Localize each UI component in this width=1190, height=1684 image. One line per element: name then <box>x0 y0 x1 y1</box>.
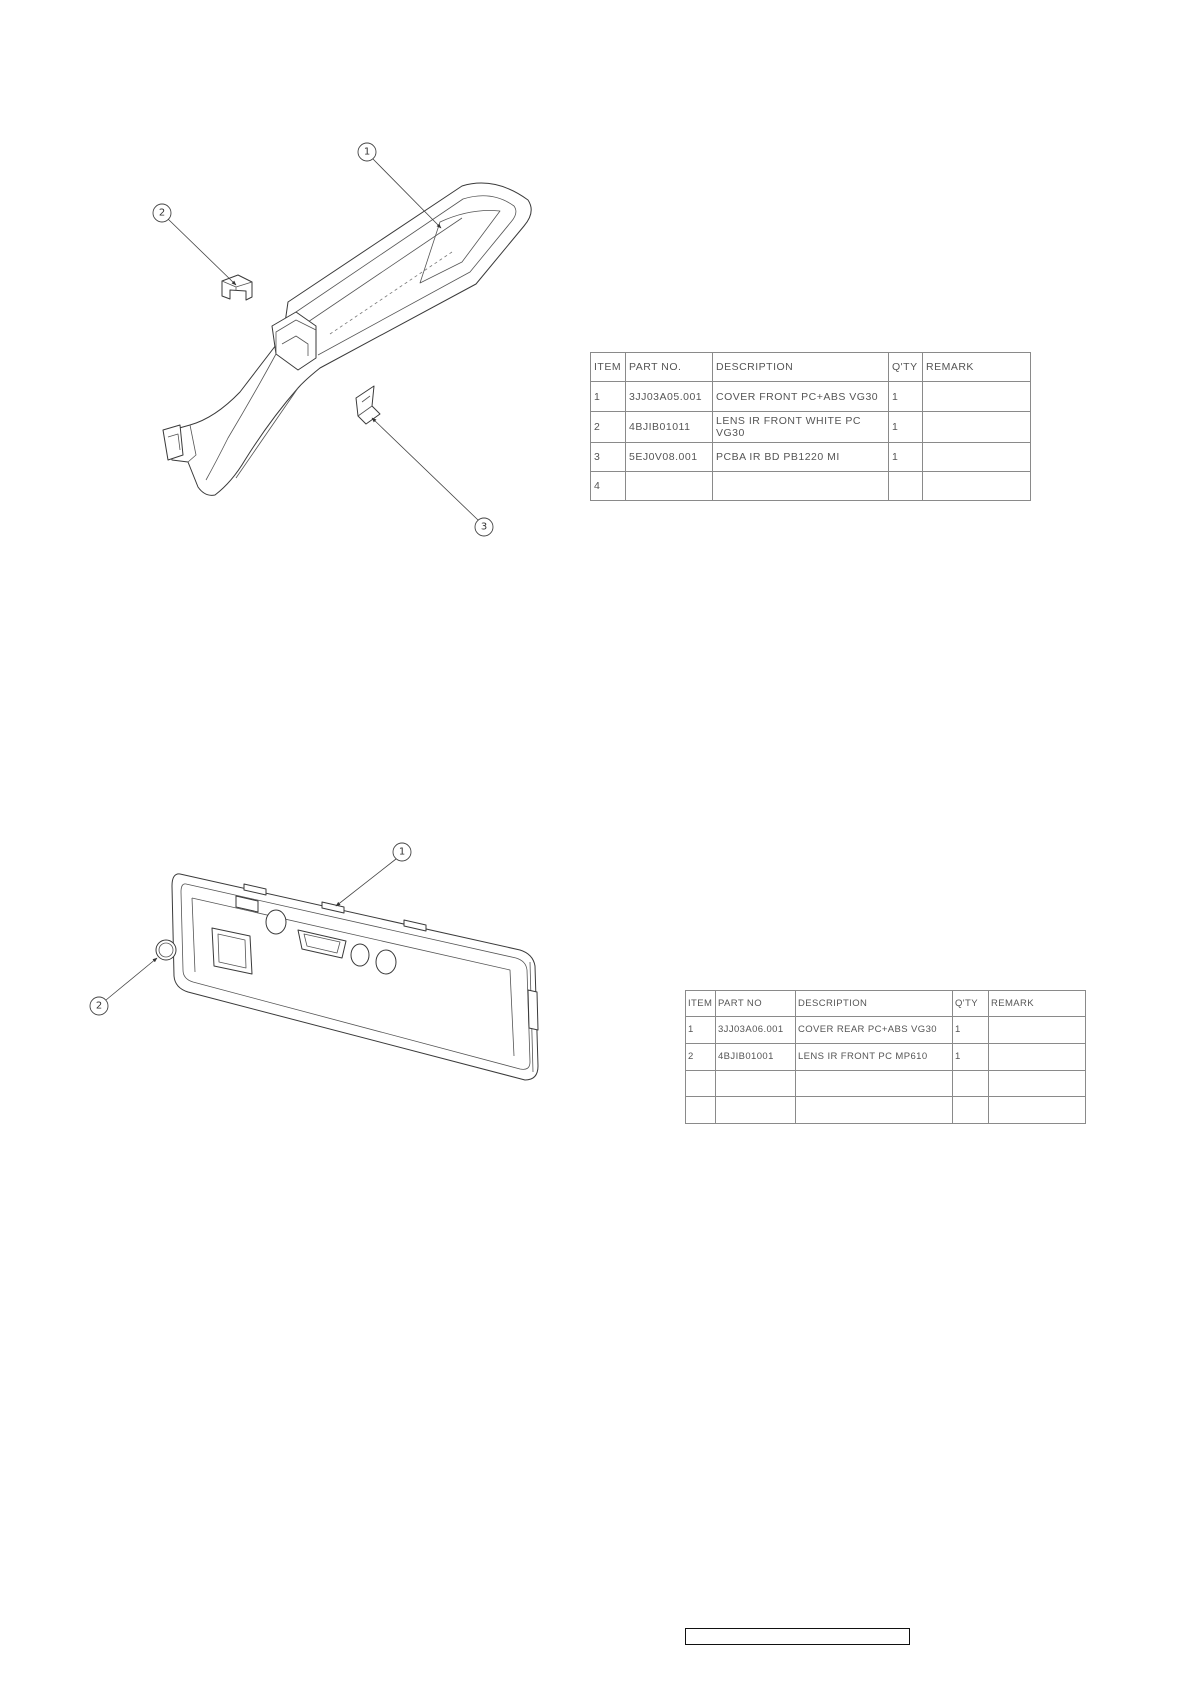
description-cell <box>796 1097 953 1124</box>
rear-lens-part <box>156 940 176 960</box>
part-no-cell <box>716 1071 796 1097</box>
callout-2-leader <box>168 219 236 285</box>
qty-cell <box>953 1071 989 1097</box>
item-cell: 3 <box>591 443 626 472</box>
part-no-cell: 3JJ03A06.001 <box>716 1017 796 1044</box>
header-item: ITEM <box>591 353 626 382</box>
rear-cover-part <box>172 874 538 1080</box>
callout-3-leader <box>372 418 478 520</box>
remark-cell <box>923 382 1031 412</box>
remark-cell <box>923 412 1031 443</box>
callout-1-leader <box>336 859 396 906</box>
remark-cell <box>989 1097 1086 1124</box>
rear-cover-parts-table <box>685 990 1086 1124</box>
header-remark: REMARK <box>989 991 1086 1017</box>
callout-2 <box>153 204 236 285</box>
table-row <box>686 1044 1086 1071</box>
remark-cell <box>989 1044 1086 1071</box>
description-cell: COVER REAR PC+ABS VG30 <box>796 1017 953 1044</box>
callout-1-label: 1 <box>398 846 406 858</box>
qty-cell: 1 <box>889 443 923 472</box>
ir-pcba-part <box>356 386 380 424</box>
description-cell: LENS IR FRONT PC MP610 <box>796 1044 953 1071</box>
front-cover-exploded-view <box>60 120 560 560</box>
qty-cell: 1 <box>953 1017 989 1044</box>
item-cell: 1 <box>686 1017 716 1044</box>
qty-cell: 1 <box>889 412 923 443</box>
header-part-no: PART NO <box>716 991 796 1017</box>
callout-2 <box>90 958 157 1015</box>
header-qty: Q'TY <box>889 353 923 382</box>
part-no-cell <box>716 1097 796 1124</box>
part-no-cell: 4BJIB01011 <box>626 412 713 443</box>
part-no-cell: 4BJIB01001 <box>716 1044 796 1071</box>
callout-2-leader <box>106 958 157 1000</box>
table-header-row <box>686 991 1086 1017</box>
ir-lens-part <box>222 275 252 300</box>
header-remark: REMARK <box>923 353 1031 382</box>
table-row <box>591 443 1031 472</box>
rear-cover-exploded-view <box>60 820 560 1110</box>
header-part-no: PART NO. <box>626 353 713 382</box>
item-cell: 2 <box>686 1044 716 1071</box>
description-cell: COVER FRONT PC+ABS VG30 <box>713 382 889 412</box>
qty-cell: 1 <box>953 1044 989 1071</box>
table-row <box>686 1071 1086 1097</box>
table-row <box>591 412 1031 443</box>
header-description: DESCRIPTION <box>713 353 889 382</box>
qty-cell <box>889 472 923 501</box>
remark-cell <box>989 1017 1086 1044</box>
table-row <box>686 1017 1086 1044</box>
item-cell: 1 <box>591 382 626 412</box>
callout-3 <box>372 418 493 536</box>
item-cell: 2 <box>591 412 626 443</box>
table-row <box>686 1097 1086 1124</box>
part-no-cell: 3JJ03A05.001 <box>626 382 713 412</box>
qty-cell: 1 <box>889 382 923 412</box>
callout-2-label: 2 <box>95 1000 103 1012</box>
remark-cell <box>923 472 1031 501</box>
footer-box <box>685 1628 910 1645</box>
callout-1 <box>358 143 441 228</box>
description-cell <box>796 1071 953 1097</box>
table-row <box>591 472 1031 501</box>
front-cover-part <box>163 183 531 495</box>
item-cell <box>686 1097 716 1124</box>
description-cell: PCBA IR BD PB1220 MI <box>713 443 889 472</box>
callout-2-label: 2 <box>158 207 166 219</box>
table-row <box>591 382 1031 412</box>
description-cell <box>713 472 889 501</box>
callout-1-leader <box>373 159 441 228</box>
header-qty: Q'TY <box>953 991 989 1017</box>
part-no-cell: 5EJ0V08.001 <box>626 443 713 472</box>
remark-cell <box>923 443 1031 472</box>
front-cover-parts-table <box>590 352 1031 501</box>
item-cell <box>686 1071 716 1097</box>
remark-cell <box>989 1071 1086 1097</box>
callout-3-label: 3 <box>480 521 488 533</box>
header-item: ITEM <box>686 991 716 1017</box>
callout-1 <box>336 843 411 906</box>
part-no-cell <box>626 472 713 501</box>
table-header-row <box>591 353 1031 382</box>
header-description: DESCRIPTION <box>796 991 953 1017</box>
description-cell: LENS IR FRONT WHITE PC VG30 <box>713 412 889 443</box>
callout-1-label: 1 <box>363 146 371 158</box>
qty-cell <box>953 1097 989 1124</box>
item-cell: 4 <box>591 472 626 501</box>
